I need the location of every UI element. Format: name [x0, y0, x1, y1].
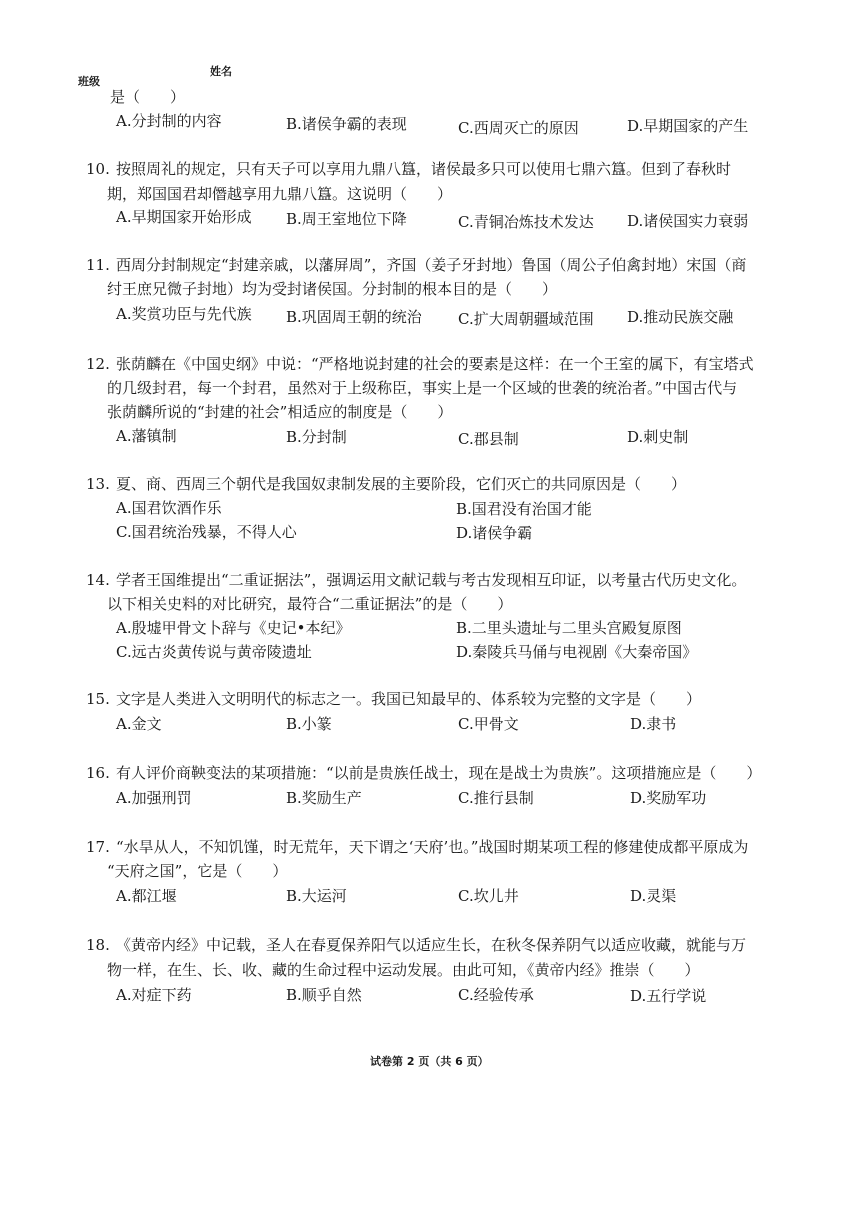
question-stem-line: 纣王庶兄微子封地）均为受封诸侯国。分封制的根本目的是（ ） [107, 280, 558, 298]
q13-option-d: D.诸侯争霸 [456, 524, 533, 542]
question-stem-line: “水旱从人，不知饥馑，时无荒年，天下谓之‘天府’也。”战国时期某项工程的修建使成都平原成为 [116, 838, 749, 856]
q17-option-d: D.灵渠 [630, 887, 677, 905]
q18-option-c: C.经验传承 [458, 986, 534, 1004]
question-number: 10. [86, 160, 110, 178]
q11-option-a: A.奖赏功臣与先代族 [116, 305, 252, 323]
q15-option-c: C.甲骨文 [458, 715, 519, 733]
q13-option-b: B.国君没有治国才能 [456, 500, 592, 518]
q16-option-b: B.奖励生产 [286, 789, 362, 807]
q9-option-d: D.早期国家的产生 [627, 117, 749, 135]
q9-option-c: C.西周灭亡的原因 [458, 119, 579, 137]
q10-option-d: D.诸侯国实力衰弱 [627, 212, 749, 230]
question-number: 16. [86, 764, 110, 782]
question-stem-line: “天府之国”，它是（ ） [107, 862, 288, 880]
q17-option-a: A.都江堰 [116, 887, 177, 905]
q16-option-a: A.加强刑罚 [116, 789, 192, 807]
q12-option-b: B.分封制 [286, 428, 347, 446]
question-number: 11. [86, 256, 110, 274]
question-number: 12. [86, 355, 110, 373]
question-9-continuation: 是（ ） [110, 88, 186, 106]
question-stem-line: 的几级封君，每一个封君，虽然对于上级称臣，事实上是一个区域的世袭的统治者。”中国古代与 [107, 379, 738, 397]
question-stem-line: 期，郑国国君却僭越享用九鼎八簋。这说明（ ） [107, 185, 453, 203]
question-stem-line: 有人评价商鞅变法的某项措施：“以前是贵族任战士，现在是战士为贵族”。这项措施应是（ ） [116, 764, 762, 782]
q12-option-d: D.刺史制 [627, 428, 689, 446]
q14-option-d: D.秦陵兵马俑与电视剧《大秦帝国》 [456, 643, 698, 661]
page-footer: 试卷第 2 页（共 6 页） [370, 1055, 489, 1068]
question-stem-line: 文字是人类进入文明明代的标志之一。我国已知最早的、体系较为完整的文字是（ ） [116, 690, 702, 708]
q11-option-b: B.巩固周王朝的统治 [286, 308, 422, 326]
q18-option-d: D.五行学说 [630, 987, 707, 1005]
q17-option-b: B.大运河 [286, 887, 347, 905]
q18-option-a: A.对症下药 [116, 986, 192, 1004]
question-number: 17. [86, 838, 110, 856]
q10-option-b: B.周王室地位下降 [286, 210, 407, 228]
question-number: 15. [86, 690, 110, 708]
q12-option-c: C.郡县制 [458, 430, 519, 448]
question-number: 14. [86, 571, 110, 589]
question-stem-line: 西周分封制规定“封建亲戚，以藩屏周”，齐国（姜子牙封地）鲁国（周公子伯禽封地）宋国（商 [116, 256, 747, 274]
question-stem-line: 《黄帝内经》中记载，圣人在春夏保养阳气以适应生长，在秋冬保养阴气以适应收藏，就能与万 [116, 936, 747, 954]
question-stem-line: 学者王国维提出“二重证据法”，强调运用文献记载与考古发现相互印证，以考量古代历史文化。 [116, 571, 747, 589]
q15-option-a: A.金文 [116, 715, 162, 733]
name-label: 姓名 [210, 65, 232, 78]
question-stem-line: 张荫麟所说的“封建的社会”相适应的制度是（ ） [107, 403, 453, 421]
question-stem-line: 以下相关史料的对比研究，最符合“二重证据法”的是（ ） [107, 595, 513, 613]
q12-option-a: A.藩镇制 [116, 427, 177, 445]
q11-option-c: C.扩大周朝疆域范围 [458, 310, 594, 328]
question-number: 18. [86, 936, 110, 954]
class-label: 班级 [78, 75, 100, 88]
q15-option-d: D.隶书 [630, 715, 677, 733]
question-stem-line: 张荫麟在《中国史纲》中说：“严格地说封建的社会的要素是这样：在一个王室的属下，有宝塔式 [116, 355, 754, 373]
q9-option-b: B.诸侯争霸的表现 [286, 115, 407, 133]
q14-option-b: B.二里头遗址与二里头宫殿复原图 [456, 619, 682, 637]
q9-option-a: A.分封制的内容 [116, 112, 222, 130]
q14-option-a: A.殷墟甲骨文卜辞与《史记•本纪》 [116, 619, 351, 637]
q14-option-c: C.远古炎黄传说与黄帝陵遗址 [116, 643, 312, 661]
q18-option-b: B.顺乎自然 [286, 986, 362, 1004]
q13-option-c: C.国君统治残暴，不得人心 [116, 523, 297, 541]
question-stem-line: 夏、商、西周三个朝代是我国奴隶制发展的主要阶段，它们灭亡的共同原因是（ ） [116, 475, 687, 493]
question-number: 13. [86, 475, 110, 493]
q13-option-a: A.国君饮酒作乐 [116, 499, 222, 517]
q16-option-c: C.推行县制 [458, 789, 534, 807]
q10-option-a: A.早期国家开始形成 [116, 208, 252, 226]
q17-option-c: C.坎儿井 [458, 887, 519, 905]
q10-option-c: C.青铜冶炼技术发达 [458, 213, 594, 231]
q11-option-d: D.推动民族交融 [627, 308, 734, 326]
question-stem-line: 按照周礼的规定，只有天子可以享用九鼎八簋，诸侯最多只可以使用七鼎六簋。但到了春秋时 [116, 160, 732, 178]
q16-option-d: D.奖励军功 [630, 789, 707, 807]
q15-option-b: B.小篆 [286, 715, 332, 733]
question-stem-line: 物一样，在生、长、收、藏的生命过程中运动发展。由此可知，《黄帝内经》推崇（ ） [107, 961, 700, 979]
